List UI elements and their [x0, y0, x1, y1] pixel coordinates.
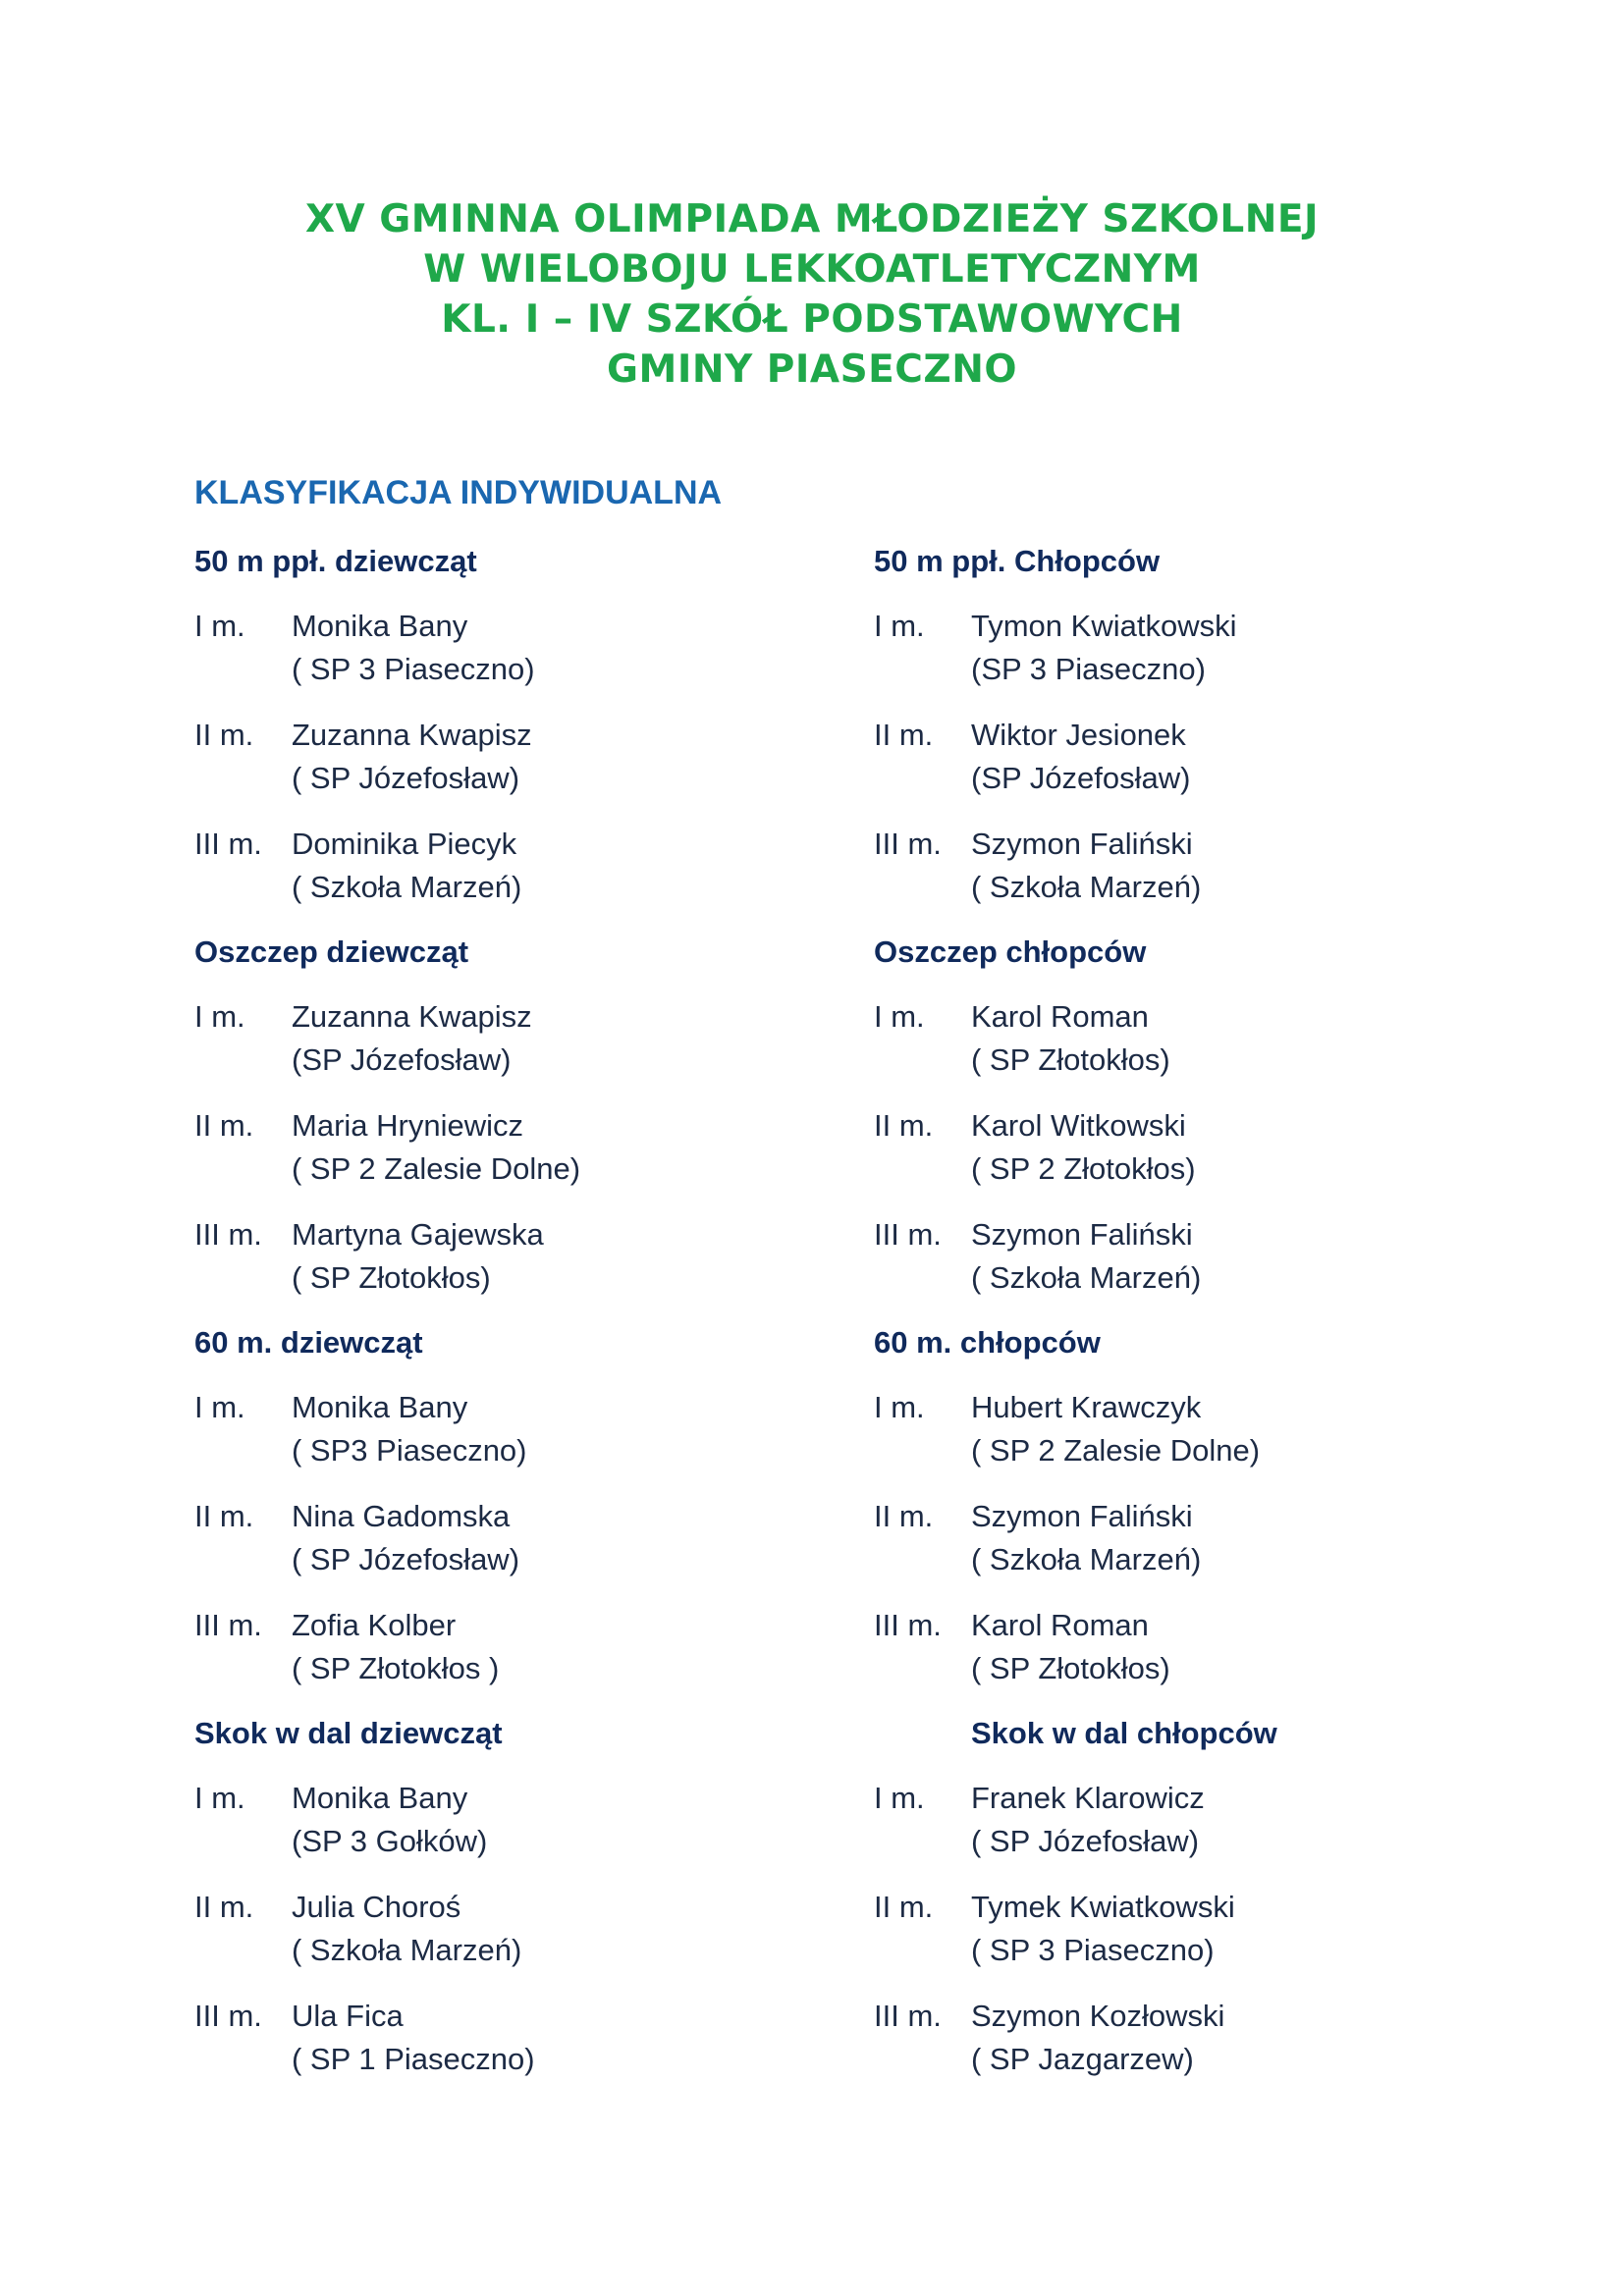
place-rank: I m. [874, 609, 925, 643]
section-title: KLASYFIKACJA INDYWIDUALNA [194, 474, 723, 511]
athlete-name: Zuzanna Kwapisz [292, 999, 532, 1034]
athlete-school: ( SP Złotokłos) [971, 1651, 1170, 1685]
athlete-name: Wiktor Jesionek [971, 718, 1186, 752]
athlete-school: ( SP 2 Zalesie Dolne) [292, 1151, 581, 1186]
event-title: Oszczep chłopców [874, 934, 1147, 969]
athlete-school: ( Szkoła Marzeń) [971, 1260, 1202, 1295]
title-line: W WIELOBOJU LEKKOATLETYCZNYM [423, 247, 1201, 292]
place-entry [194, 1104, 823, 1191]
place-entry [874, 1213, 1502, 1300]
athlete-name: Maria Hryniewicz [292, 1108, 523, 1143]
place-rank: II m. [874, 718, 934, 752]
athlete-name: Hubert Krawczyk [971, 1390, 1202, 1424]
event-block [194, 540, 823, 909]
athlete-name: Zofia Kolber [292, 1608, 457, 1642]
place-rank: II m. [194, 1890, 254, 1924]
place-rank: II m. [194, 718, 254, 752]
athlete-name: Monika Bany [292, 1390, 468, 1424]
girls-results-column [194, 540, 823, 2103]
place-rank: I m. [874, 999, 925, 1034]
athlete-school: ( SP 3 Piaseczno) [971, 1933, 1215, 1967]
event-block [194, 931, 823, 1300]
event-block [874, 1712, 1502, 2081]
athlete-school: ( Szkoła Marzeń) [292, 870, 522, 904]
place-rank: III m. [874, 1608, 942, 1642]
athlete-school: ( SP3 Piaseczno) [292, 1433, 527, 1468]
athlete-name: Szymon Faliński [971, 1499, 1193, 1533]
athlete-name: Franek Klarowicz [971, 1781, 1205, 1815]
event-title: 60 m. dziewcząt [194, 1325, 423, 1360]
athlete-school: ( SP 2 Złotokłos) [971, 1151, 1196, 1186]
event-title: Oszczep dziewcząt [194, 934, 469, 969]
place-rank: III m. [194, 827, 262, 861]
place-entry [874, 1495, 1502, 1581]
place-rank: III m. [194, 1217, 262, 1252]
event-block [874, 931, 1502, 1300]
place-rank: III m. [874, 1217, 942, 1252]
place-entry [874, 1995, 1502, 2081]
place-rank: I m. [874, 1781, 925, 1815]
event-title: 50 m ppł. Chłopców [874, 544, 1161, 578]
athlete-school: ( SP Złotokłos ) [292, 1651, 500, 1685]
event-title: 60 m. chłopców [874, 1325, 1101, 1360]
event-block [874, 540, 1502, 909]
place-rank: I m. [194, 999, 245, 1034]
athlete-name: Martyna Gajewska [292, 1217, 544, 1252]
athlete-school: ( SP Jazgarzew) [971, 2042, 1194, 2076]
place-rank: I m. [194, 609, 245, 643]
place-entry [194, 1604, 823, 1690]
athlete-school: ( SP 2 Zalesie Dolne) [971, 1433, 1261, 1468]
athlete-name: Dominika Piecyk [292, 827, 517, 861]
athlete-name: Tymon Kwiatkowski [971, 609, 1237, 643]
place-entry [874, 995, 1502, 1082]
place-entry [874, 1104, 1502, 1191]
place-rank: III m. [874, 827, 942, 861]
title-line: XV GMINNA OLIMPIADA MŁODZIEŻY SZKOLNEJ [304, 197, 1320, 241]
athlete-school: ( SP Złotokłos) [971, 1042, 1170, 1077]
place-rank: III m. [194, 1608, 262, 1642]
place-rank: I m. [194, 1390, 245, 1424]
place-entry [194, 1995, 823, 2081]
athlete-name: Monika Bany [292, 1781, 468, 1815]
place-rank: II m. [874, 1108, 934, 1143]
place-entry [874, 1777, 1502, 1863]
place-entry [874, 1886, 1502, 1972]
place-entry [194, 823, 823, 909]
athlete-school: ( Szkoła Marzeń) [292, 1933, 522, 1967]
place-entry [194, 1386, 823, 1472]
athlete-name: Tymek Kwiatkowski [971, 1890, 1235, 1924]
athlete-school: ( SP Józefosław) [292, 761, 520, 795]
place-entry [194, 1213, 823, 1300]
athlete-name: Szymon Faliński [971, 1217, 1193, 1252]
place-rank: II m. [874, 1890, 934, 1924]
athlete-school: (SP 3 Gołków) [292, 1824, 488, 1858]
athlete-name: Nina Gadomska [292, 1499, 511, 1533]
place-entry [194, 1777, 823, 1863]
place-entry [874, 1604, 1502, 1690]
place-rank: I m. [194, 1781, 245, 1815]
place-entry [874, 1386, 1502, 1472]
athlete-name: Szymon Faliński [971, 827, 1193, 861]
athlete-name: Karol Witkowski [971, 1108, 1186, 1143]
boys-results-column [874, 540, 1502, 2103]
page-title [0, 194, 1624, 395]
athlete-school: ( SP Złotokłos) [292, 1260, 491, 1295]
athlete-school: ( SP Józefosław) [971, 1824, 1200, 1858]
place-entry [874, 714, 1502, 800]
athlete-school: ( Szkoła Marzeń) [971, 870, 1202, 904]
event-title: Skok w dal dziewcząt [194, 1716, 503, 1750]
athlete-school: (SP Józefosław) [292, 1042, 512, 1077]
event-title: Skok w dal chłopców [971, 1716, 1277, 1750]
athlete-school: ( SP Józefosław) [292, 1542, 520, 1576]
place-rank: I m. [874, 1390, 925, 1424]
place-entry [194, 1495, 823, 1581]
athlete-name: Karol Roman [971, 999, 1149, 1034]
place-rank: II m. [194, 1499, 254, 1533]
place-entry [194, 1886, 823, 1972]
event-block [194, 1712, 823, 2081]
title-line: GMINY PIASECZNO [607, 347, 1017, 392]
place-rank: II m. [194, 1108, 254, 1143]
place-entry [194, 605, 823, 691]
place-entry [874, 605, 1502, 691]
athlete-school: ( SP 3 Piaseczno) [292, 652, 535, 686]
athlete-name: Szymon Kozłowski [971, 1999, 1225, 2033]
athlete-school: (SP 3 Piaseczno) [971, 652, 1206, 686]
place-entry [874, 823, 1502, 909]
place-entry [194, 995, 823, 1082]
athlete-name: Ula Fica [292, 1999, 404, 2033]
athlete-name: Monika Bany [292, 609, 468, 643]
athlete-school: ( Szkoła Marzeń) [971, 1542, 1202, 1576]
place-rank: II m. [874, 1499, 934, 1533]
event-block [874, 1321, 1502, 1690]
place-rank: III m. [874, 1999, 942, 2033]
athlete-name: Zuzanna Kwapisz [292, 718, 532, 752]
title-line: KL. I – IV SZKÓŁ PODSTAWOWYCH [441, 297, 1183, 342]
event-title: 50 m ppł. dziewcząt [194, 544, 477, 578]
athlete-name: Julia Choroś [292, 1890, 461, 1924]
place-rank: III m. [194, 1999, 262, 2033]
athlete-school: ( SP 1 Piaseczno) [292, 2042, 535, 2076]
place-entry [194, 714, 823, 800]
event-block [194, 1321, 823, 1690]
athlete-name: Karol Roman [971, 1608, 1149, 1642]
athlete-school: (SP Józefosław) [971, 761, 1191, 795]
